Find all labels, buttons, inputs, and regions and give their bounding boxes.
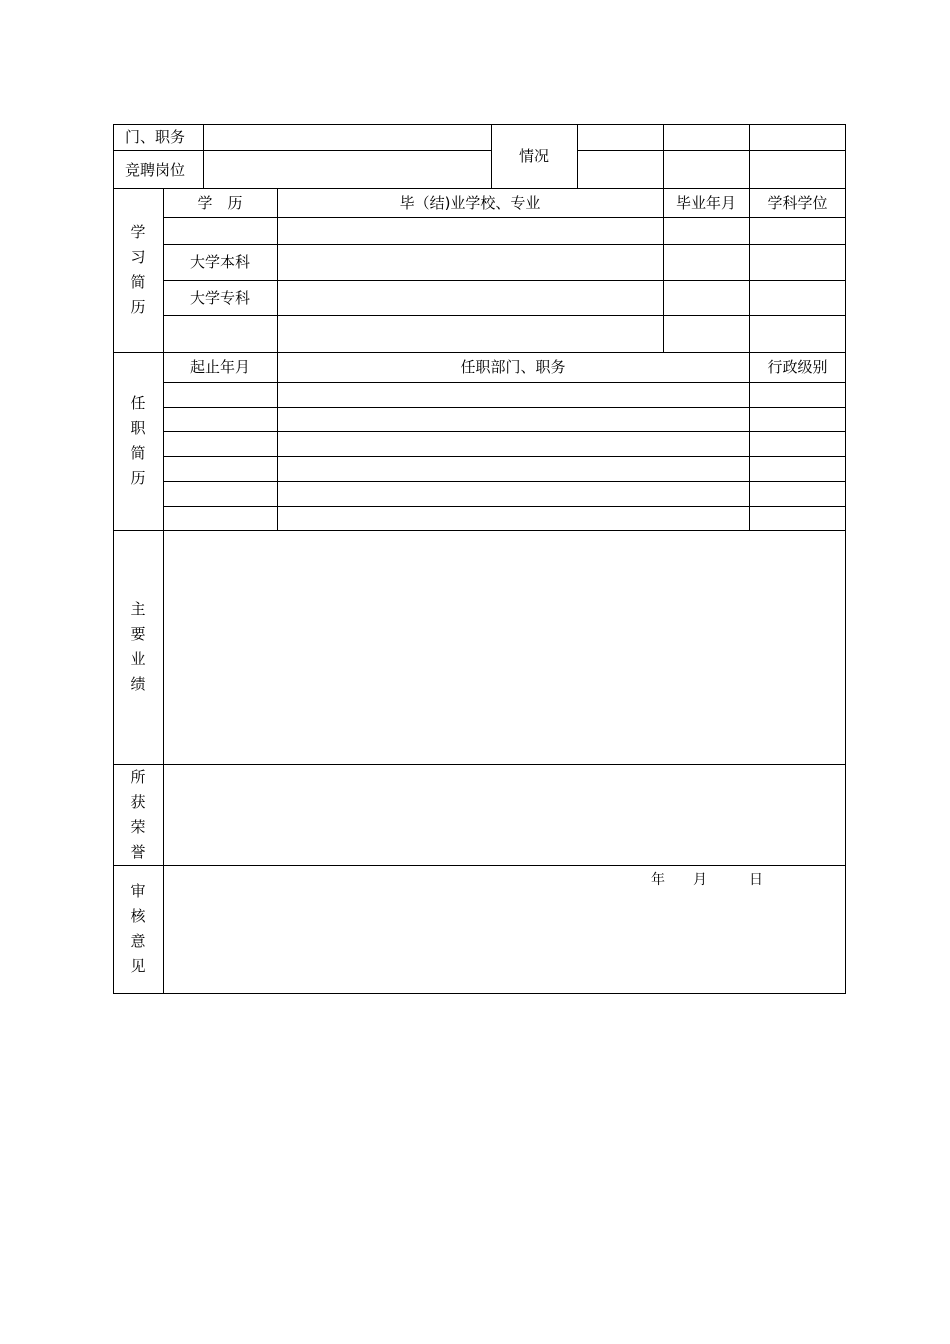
application-form-table: [113, 124, 846, 994]
border-line: [163, 506, 846, 507]
achievements-section-label: 主 要 业 绩: [130, 600, 146, 693]
dept-position-header: 任职部门、职务: [460, 358, 566, 376]
grad-date-header: 毕业年月: [675, 193, 736, 212]
border-line: [163, 431, 846, 432]
border-line: [203, 124, 204, 188]
degree-cell: 大学本科: [189, 253, 250, 271]
education-section-label: 学 习 简 历: [130, 223, 146, 316]
review-date: 年 月 日: [651, 872, 763, 888]
honors-section-label: 所 获 荣 誉: [130, 767, 146, 861]
degree-cell: [163, 315, 277, 352]
border-line: [113, 993, 846, 994]
border-line: [113, 124, 846, 125]
review-section-label: 审 核 意 见: [130, 882, 146, 975]
discipline-header: 学科学位: [767, 193, 828, 212]
dept-position-label: 门、职务: [125, 128, 186, 146]
admin-level-header: 行政级别: [767, 358, 828, 376]
border-line: [163, 382, 846, 383]
degree-cell: 大学专科: [189, 288, 250, 307]
situation-label: 情况: [518, 147, 549, 165]
border-line: [163, 481, 846, 482]
employment-section-label: 任 职 简 历: [130, 394, 146, 487]
applied-post-label: 竞聘岗位: [125, 160, 186, 179]
border-line: [113, 764, 846, 765]
school-major-header: 毕（结)业学校、专业: [399, 193, 541, 212]
border-line: [113, 865, 846, 866]
border-line: [577, 150, 846, 151]
border-line: [845, 124, 846, 994]
border-line: [113, 530, 846, 531]
border-line: [163, 456, 846, 457]
degree-cell: [163, 217, 277, 244]
border-line: [577, 124, 578, 188]
border-line: [163, 407, 846, 408]
degree-header: 学 历: [197, 193, 243, 212]
border-line: [663, 124, 664, 188]
border-line: [749, 124, 750, 188]
period-header: 起止年月: [189, 358, 250, 376]
